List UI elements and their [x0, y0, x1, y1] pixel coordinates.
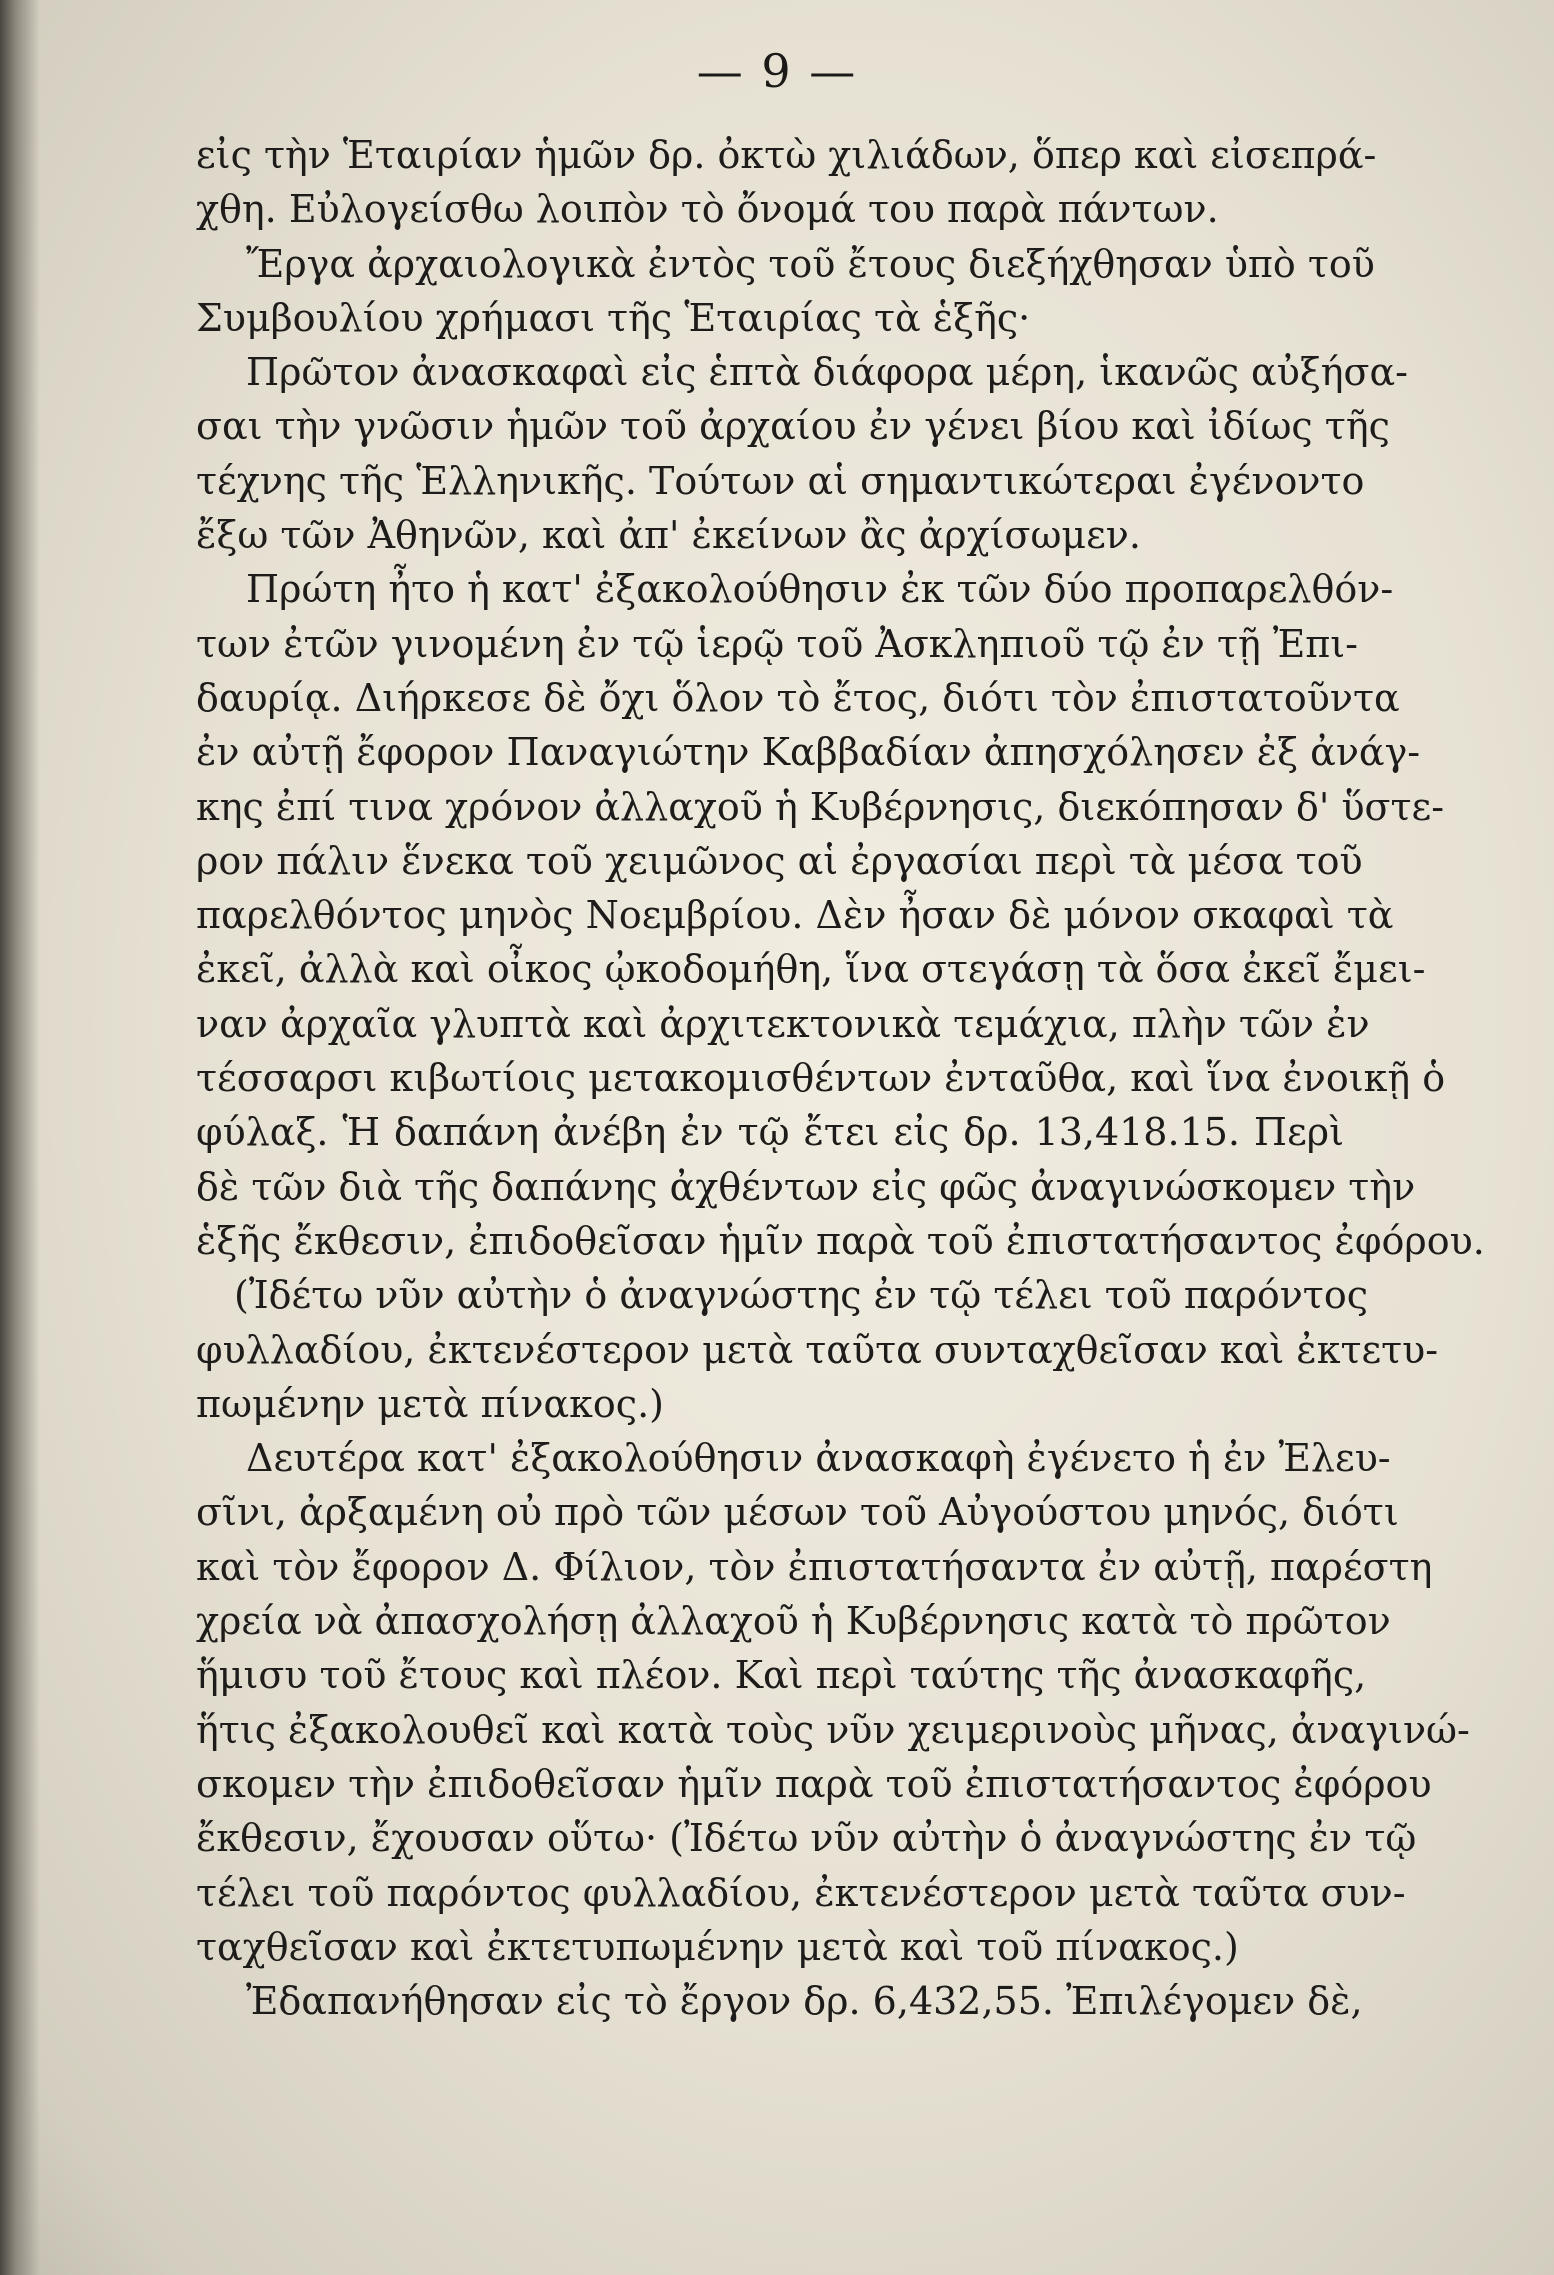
text-line: Πρώτη ἦτο ἡ κατ' ἐξακολούθησιν ἐκ τῶν δύο προπαρελθόν-: [246, 567, 1394, 612]
binding-shadow: [0, 0, 40, 2275]
text-line: των ἐτῶν γινομένη ἐν τῷ ἱερῷ τοῦ Ἀσκληπιοῦ τῷ ἐν τῇ Ἐπι-: [196, 621, 1358, 666]
text-line: ἔκθεσιν, ἔχουσαν οὕτω· (Ἰδέτω νῦν αὐτὴν ὁ ἀναγνώστης ἐν τῷ: [196, 1816, 1417, 1861]
text-line: (Ἰδέτω νῦν αὐτὴν ὁ ἀναγνώστης ἐν τῷ τέλει τοῦ παρόντος: [234, 1273, 1368, 1318]
text-line: ταχθεῖσαν καὶ ἐκτετυπωμένην μετὰ καὶ τοῦ πίνακος.): [196, 1924, 1239, 1969]
text-line: ναν ἀρχαῖα γλυπτὰ καὶ ἀρχιτεκτονικὰ τεμάχια, πλὴν τῶν ἐν: [196, 1001, 1370, 1046]
text-line: πωμένην μετὰ πίνακος.): [196, 1381, 664, 1426]
text-line: ρον πάλιν ἕνεκα τοῦ χειμῶνος αἱ ἐργασίαι περὶ τὰ μέσα τοῦ: [196, 838, 1363, 883]
text-line: κης ἐπί τινα χρόνον ἀλλαχοῦ ἡ Κυβέρνησις, διεκόπησαν δ' ὕστε-: [196, 784, 1445, 829]
text-line: ἐκεῖ, ἀλλὰ καὶ οἶκος ᾠκοδομήθη, ἵνα στεγάσῃ τὰ ὅσα ἐκεῖ ἔμει-: [196, 947, 1426, 992]
text-line: δὲ τῶν διὰ τῆς δαπάνης ἀχθέντων εἰς φῶς ἀναγινώσκομεν τὴν: [196, 1164, 1416, 1209]
page-number: — 9 —: [696, 44, 858, 98]
text-line: Πρῶτον ἀνασκαφαὶ εἰς ἑπτὰ διάφορα μέρη, ἱκανῶς αὐξήσα-: [246, 350, 1408, 395]
text-line: δαυρίᾳ. Διήρκεσε δὲ ὄχι ὅλον τὸ ἔτος, διότι τὸν ἐπιστατοῦντα: [196, 675, 1400, 720]
text-line: σῖνι, ἀρξαμένη οὐ πρὸ τῶν μέσων τοῦ Αὐγούστου μηνός, διότι: [196, 1490, 1399, 1535]
text-line: σαι τὴν γνῶσιν ἡμῶν τοῦ ἀρχαίου ἐν γένει βίου καὶ ἰδίως τῆς: [196, 404, 1390, 449]
text-line: φυλλαδίου, ἐκτενέστερον μετὰ ταῦτα συνταχθεῖσαν καὶ ἐκτετυ-: [196, 1327, 1439, 1372]
text-line: παρελθόντος μηνὸς Νοεμβρίου. Δὲν ἦσαν δὲ μόνον σκαφαὶ τὰ: [196, 893, 1394, 938]
text-line: τέχνης τῆς Ἑλληνικῆς. Τούτων αἱ σημαντικώτεραι ἐγένοντο: [196, 458, 1365, 503]
text-line: Ἔργα ἀρχαιολογικὰ ἐντὸς τοῦ ἔτους διεξήχθησαν ὑπὸ τοῦ: [246, 241, 1375, 286]
text-line: εἰς τὴν Ἑταιρίαν ἡμῶν δρ. ὀκτὼ χιλιάδων, ὅπερ καὶ εἰσεπρά-: [196, 133, 1377, 177]
text-line: τέσσαρσι κιβωτίοις μετακομισθέντων ἐνταῦθα, καὶ ἵνα ἐνοικῇ ὁ: [196, 1056, 1446, 1101]
text-line: Δευτέρα κατ' ἐξακολούθησιν ἀνασκαφὴ ἐγένετο ἡ ἐν Ἐλευ-: [246, 1436, 1391, 1481]
text-line: ἐν αὐτῇ ἔφορον Παναγιώτην Καββαδίαν ἀπησχόλησεν ἐξ ἀνάγ-: [196, 730, 1421, 775]
text-line: ἔξω τῶν Ἀθηνῶν, καὶ ἀπ' ἐκείνων ἂς ἀρχίσωμεν.: [196, 513, 1141, 558]
body-text: [196, 128, 1485, 2028]
text-line: ἑξῆς ἔκθεσιν, ἐπιδοθεῖσαν ἡμῖν παρὰ τοῦ ἐπιστατήσαντος ἐφόρου.: [196, 1218, 1485, 1263]
text-line: καὶ τὸν ἔφορον Δ. Φίλιον, τὸν ἐπιστατήσαντα ἐν αὐτῇ, παρέστη: [196, 1544, 1433, 1589]
text-line: φύλαξ. Ἡ δαπάνη ἀνέβη ἐν τῷ ἔτει εἰς δρ. 13,418.15. Περὶ: [196, 1110, 1344, 1155]
text-line: σκομεν τὴν ἐπιδοθεῖσαν ἡμῖν παρὰ τοῦ ἐπιστατήσαντος ἐφόρου: [196, 1761, 1432, 1806]
text-line: ἥμισυ τοῦ ἔτους καὶ πλέον. Καὶ περὶ ταύτης τῆς ἀνασκαφῆς,: [196, 1653, 1367, 1698]
text-line: τέλει τοῦ παρόντος φυλλαδίου, ἐκτενέστερον μετὰ ταῦτα συν-: [196, 1870, 1406, 1915]
text-line: Ἐδαπανήθησαν εἰς τὸ ἔργον δρ. 6,432,55. Ἐπιλέγομεν δὲ,: [246, 1979, 1363, 2024]
text-line: χθη. Εὐλογείσθω λοιπὸν τὸ ὄνομά του παρὰ πάντων.: [196, 187, 1219, 232]
text-line: Συμβουλίου χρήμασι τῆς Ἑταιρίας τὰ ἑξῆς·: [196, 295, 1031, 340]
text-line: χρεία νὰ ἀπασχολήσῃ ἀλλαχοῦ ἡ Κυβέρνησις κατὰ τὸ πρῶτον: [196, 1599, 1391, 1644]
text-line: ἥτις ἐξακολουθεῖ καὶ κατὰ τοὺς νῦν χειμερινοὺς μῆνας, ἀναγινώ-: [196, 1707, 1470, 1752]
